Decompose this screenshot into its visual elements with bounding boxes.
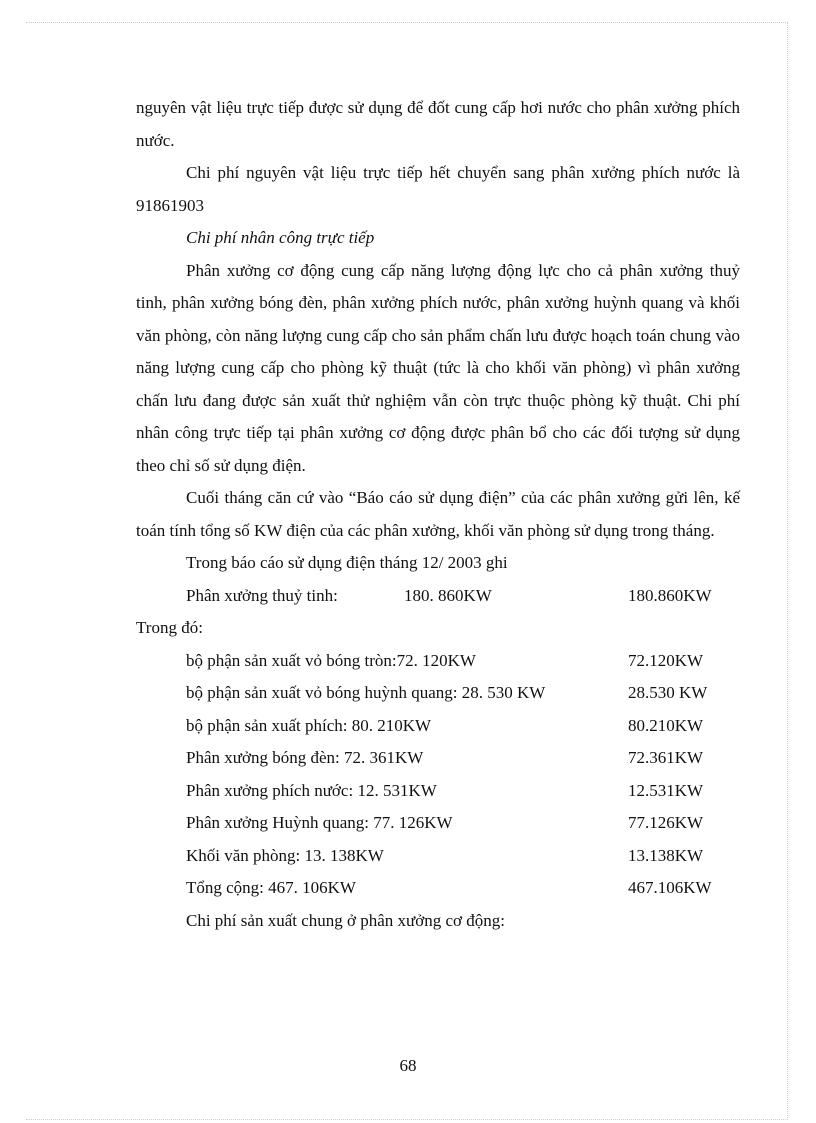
report-row xyxy=(136,645,740,678)
report-row-label: Phân xưởng bóng đèn: 72. 361KW xyxy=(186,748,424,767)
report-row xyxy=(136,677,740,710)
report-row-total xyxy=(136,872,740,905)
report-row xyxy=(136,742,740,775)
report-row xyxy=(136,775,740,808)
report-row-label: bộ phận sản xuất vỏ bóng tròn:72. 120KW xyxy=(186,650,476,670)
report-row-mid-value: 180. 860KW xyxy=(404,585,492,605)
paragraph-1: nguyên vật liệu trực tiếp được sử dụng để đốt cung cấp hơi nước cho phân xưởng phích nước. xyxy=(136,98,740,150)
report-row-value: 12.531KW xyxy=(628,780,704,800)
paragraph-4: Cuối tháng căn cứ vào “Báo cáo sử dụng điện” của các phân xưởng gửi lên, kế toán tính tổng số KW điện của các phân xưởng, khối văn phòng sử dụng trong tháng. xyxy=(136,488,740,540)
report-row-label: Phân xưởng thuỷ tinh: xyxy=(186,585,338,605)
report-row-value: 77.126KW xyxy=(628,813,704,832)
report-row-label: Phân xưởng Huỳnh quang: 77. 126KW xyxy=(186,813,453,832)
report-row-value: 72.361KW xyxy=(628,748,704,767)
paragraph-5: Trong báo cáo sử dụng điện tháng 12/ 2003 ghi xyxy=(186,553,508,572)
document-body xyxy=(136,92,740,937)
report-row-label: Khối văn phòng: 13. 138KW xyxy=(186,845,384,865)
report-row-value: 180.860KW xyxy=(628,585,712,605)
closing-line: Chi phí sản xuất chung ở phân xưởng cơ động: xyxy=(186,910,506,930)
report-row-label: bộ phận sản xuất vỏ bóng huỳnh quang: 28. 530 KW xyxy=(186,683,546,702)
report-row-label: Tổng cộng: 467. 106KW xyxy=(186,878,356,897)
page-number: 68 xyxy=(399,1056,417,1075)
report-row-value: 28.530 KW xyxy=(628,683,708,702)
report-row xyxy=(136,807,740,840)
in-which-label: Trong đó: xyxy=(136,618,203,637)
report-row-value: 467.106KW xyxy=(628,878,712,897)
report-row-label: Phân xưởng phích nước: 12. 531KW xyxy=(186,780,437,800)
paragraph-3: Phân xưởng cơ động cung cấp năng lượng động lực cho cả phân xưởng thuỷ tinh, phân xưởng bóng đèn, phân xưởng phích nước, phân xưởng huỳnh quang và khối văn phòng, còn năng lượng cung cấp cho sản phẩm chấn lưu được hoạch toán chung vào năng lượng cung cấp cho phòng kỹ thuật (tức là cho khối văn phòng) vì phân xưởng chấn lưu đang được sản xuất thử nghiệm vẫn còn trực thuộc phòng kỹ thuật. Chi phí nhân công trực tiếp tại phân xưởng cơ động được phân bổ cho các đối tượng sử dụng theo chỉ số sử dụng điện. xyxy=(136,260,740,475)
report-row-value: 72.120KW xyxy=(628,650,704,670)
report-row xyxy=(136,710,740,743)
in-which-label-row xyxy=(136,612,740,645)
paragraph-2: Chi phí nguyên vật liệu trực tiếp hết chuyển sang phân xưởng phích nước là 91861903 xyxy=(136,163,740,215)
report-row-value: 80.210KW xyxy=(628,715,704,735)
report-row-label: bộ phận sản xuất phích: 80. 210KW xyxy=(186,715,432,735)
report-row-glass-workshop xyxy=(136,580,740,613)
section-heading: Chi phí nhân công trực tiếp xyxy=(186,228,375,247)
report-row-value: 13.138KW xyxy=(628,845,704,865)
report-row xyxy=(136,840,740,873)
